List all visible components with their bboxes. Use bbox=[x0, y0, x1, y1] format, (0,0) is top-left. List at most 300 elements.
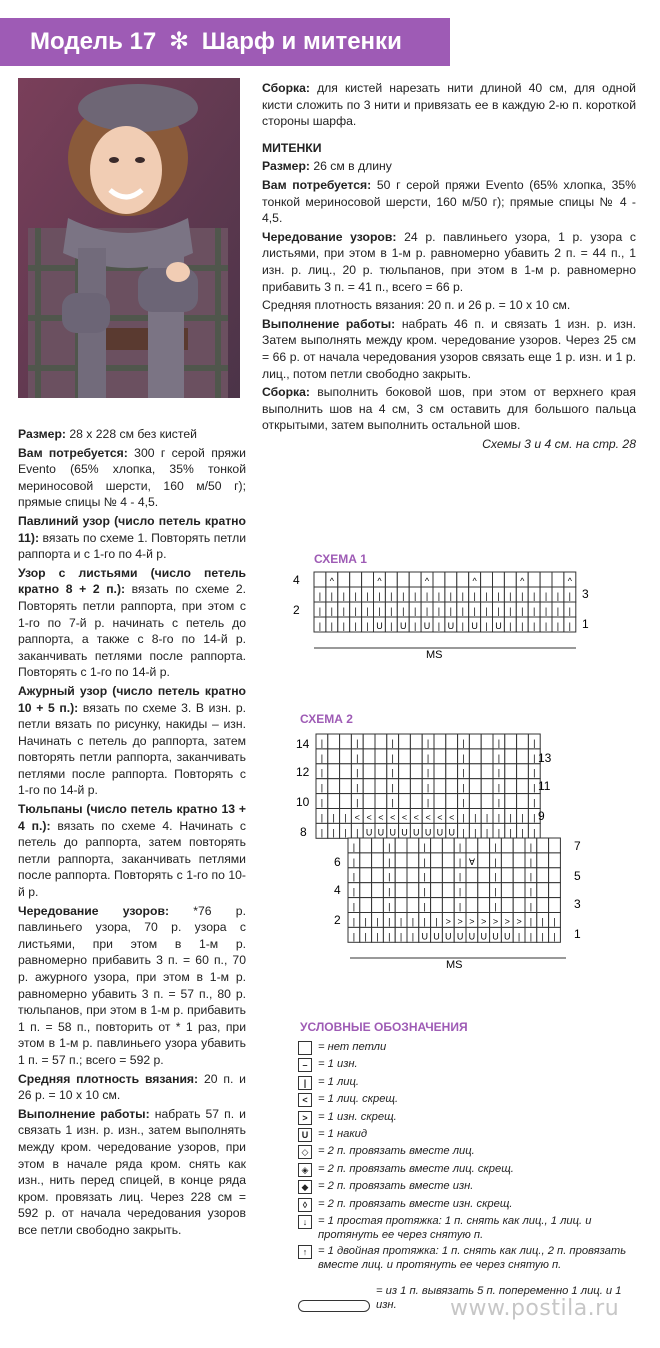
chart-cell bbox=[517, 734, 529, 749]
chart-cell-symbol: | bbox=[423, 841, 426, 852]
chart-cell bbox=[501, 883, 513, 898]
legend bbox=[298, 1040, 628, 1314]
chart-cell-symbol: | bbox=[413, 621, 417, 631]
schema2-row-6: 6 bbox=[334, 855, 341, 869]
chart-cell bbox=[446, 764, 458, 779]
chart-cell bbox=[328, 734, 340, 749]
chart-cell-symbol: | bbox=[529, 841, 533, 852]
chart-cell-symbol: | bbox=[388, 841, 391, 852]
chart-cell bbox=[442, 853, 454, 868]
chart-cell bbox=[407, 898, 419, 913]
chart-cell-symbol: | bbox=[320, 827, 324, 838]
chart-cell-symbol: > bbox=[504, 916, 510, 927]
chart-cell-symbol: | bbox=[388, 871, 391, 882]
chart-cell-symbol: | bbox=[458, 856, 462, 867]
chart-cell-symbol: ^ bbox=[424, 576, 430, 586]
chart-cell bbox=[466, 868, 478, 883]
chart-cell bbox=[431, 853, 443, 868]
chart-cell-symbol: | bbox=[320, 797, 324, 808]
chart-cell bbox=[407, 853, 419, 868]
schema1-row-2: 2 bbox=[293, 603, 300, 617]
chart-cell bbox=[350, 572, 362, 587]
chart-cell-symbol: | bbox=[364, 931, 367, 942]
chart-cell bbox=[445, 572, 457, 587]
chart-cell bbox=[505, 779, 517, 794]
chart-cell bbox=[446, 779, 458, 794]
chart-cell bbox=[372, 838, 384, 853]
chart-cell bbox=[372, 883, 384, 898]
chart-cell bbox=[552, 572, 564, 587]
chart-cell-symbol: | bbox=[388, 901, 391, 912]
legend-item: – = 1 изн. bbox=[298, 1057, 628, 1074]
chart-cell-symbol: | bbox=[320, 737, 324, 748]
chart-cell-symbol: | bbox=[494, 886, 497, 897]
chart-cell-symbol: U bbox=[445, 931, 452, 942]
chart-cell-symbol: | bbox=[462, 827, 465, 838]
chart-cell bbox=[314, 572, 326, 587]
legend-item: ↑ = 1 двойная протяжка: 1 п. снять как лиц., 2 п. провязать вместе лиц. и протянуть ее через снятую п. bbox=[298, 1244, 628, 1284]
chart-cell-symbol: < bbox=[366, 812, 372, 823]
chart-cell-symbol: | bbox=[352, 931, 356, 942]
chart-cell-symbol: | bbox=[391, 752, 394, 763]
chart-cell bbox=[340, 779, 352, 794]
chart-cell-symbol: | bbox=[320, 767, 324, 778]
chart-cell bbox=[395, 838, 407, 853]
chart-cell-symbol: | bbox=[354, 591, 357, 601]
chart-cell bbox=[407, 838, 419, 853]
chart-cell-symbol: | bbox=[461, 621, 464, 631]
chart-cell bbox=[457, 572, 469, 587]
chart-cell-symbol: < bbox=[437, 812, 443, 823]
chart-cell bbox=[399, 734, 411, 749]
chart-cell-symbol: | bbox=[544, 606, 548, 616]
chart-cell-symbol: | bbox=[556, 621, 560, 631]
chart-cell-symbol: | bbox=[458, 886, 462, 897]
chart-cell-symbol: | bbox=[376, 916, 379, 927]
chart-cell-symbol: U bbox=[400, 621, 407, 631]
chart-cell-symbol: | bbox=[462, 797, 465, 808]
schemes-reference: Схемы 3 и 4 см. на стр. 28 bbox=[482, 436, 636, 451]
chart-cell-symbol: > bbox=[516, 916, 522, 927]
chart-cell-symbol: | bbox=[529, 871, 533, 882]
schema2-title: СХЕМА 2 bbox=[300, 712, 353, 726]
chart-cell-symbol: | bbox=[485, 621, 488, 631]
chart-cell-symbol: | bbox=[437, 606, 441, 616]
chart-cell-symbol: | bbox=[318, 591, 322, 601]
chart-cell-symbol: ^ bbox=[520, 576, 525, 586]
chart-cell-symbol: | bbox=[556, 606, 560, 616]
chart-cell bbox=[375, 749, 387, 764]
chart-cell bbox=[399, 749, 411, 764]
chart-cell bbox=[481, 779, 493, 794]
text-paragraph: Вам потребуется: 300 г серой пряжи Evento (65% хлопка, 35% тонкой мериносовой шерсти, 160 м/50 г); прямые спицы № 4 - 4,5. bbox=[18, 445, 246, 510]
chart-cell-symbol: U bbox=[495, 621, 502, 631]
legend-item: | = 1 лиц. bbox=[298, 1075, 628, 1092]
chart-cell bbox=[372, 868, 384, 883]
chart-cell-symbol: | bbox=[411, 931, 415, 942]
chart-cell-symbol: | bbox=[320, 752, 324, 763]
chart-cell bbox=[360, 883, 372, 898]
chart-cell-symbol: | bbox=[426, 737, 430, 748]
legend-item: ◈ = 2 п. провязать вместе лиц. скрещ. bbox=[298, 1162, 628, 1179]
schema2-row-3: 3 bbox=[574, 897, 581, 911]
title-text: Шарф и митенки bbox=[201, 28, 402, 55]
chart-cell-symbol: | bbox=[458, 901, 462, 912]
schema2-row-5: 5 bbox=[574, 869, 581, 883]
text-paragraph: Узор с листьями (число петель кратно 8 + 2 п.): вязать по схеме 2. Повторять петли раппорта, при этом с 1-го по 7-й р. начинать с петель до раппорта, а также с 8-го по 14-й р. заканчивать петлями после раппорта. Повторять с 1-го по 14-й р. bbox=[18, 565, 246, 680]
chart-cell-symbol: | bbox=[399, 916, 403, 927]
chart-cell-symbol: U bbox=[504, 931, 511, 942]
chart-cell bbox=[395, 868, 407, 883]
p2tog-icon: ◆ bbox=[298, 1180, 312, 1194]
chart-cell-symbol: | bbox=[425, 606, 429, 616]
left-text-column bbox=[18, 426, 246, 1241]
chart-cell-symbol: U bbox=[448, 827, 455, 838]
chart-cell-symbol: U bbox=[401, 827, 408, 838]
chart-cell-symbol: | bbox=[532, 591, 536, 601]
chart-cell-symbol: | bbox=[553, 916, 556, 927]
chart-cell-symbol: | bbox=[529, 886, 533, 897]
chart-cell-symbol: | bbox=[462, 752, 465, 763]
chart-cell-symbol: U bbox=[423, 621, 431, 631]
chart-cell bbox=[481, 749, 493, 764]
chart-cell-symbol: | bbox=[356, 737, 359, 748]
schema1-row-1: 1 bbox=[582, 617, 589, 631]
chart-cell bbox=[363, 779, 375, 794]
chart-cell-symbol: | bbox=[426, 752, 430, 763]
title-banner bbox=[0, 18, 450, 66]
chart-cell bbox=[434, 779, 446, 794]
chart-cell bbox=[363, 734, 375, 749]
chart-cell bbox=[360, 898, 372, 913]
chart-cell-symbol: U bbox=[413, 827, 420, 838]
chart-cell-symbol: | bbox=[458, 871, 462, 882]
chart-cell bbox=[360, 853, 372, 868]
chart-cell-symbol: | bbox=[320, 782, 324, 793]
model-label: Модель 17 bbox=[30, 28, 157, 55]
chart-cell-symbol: | bbox=[413, 606, 417, 616]
chart-cell-symbol: U bbox=[389, 827, 396, 838]
chart-cell-symbol: | bbox=[352, 886, 356, 897]
text-paragraph: Размер: 28 х 228 см без кистей bbox=[18, 427, 197, 441]
schema2-row-7: 7 bbox=[574, 839, 581, 853]
chart-cell bbox=[513, 868, 525, 883]
chart-cell bbox=[362, 572, 374, 587]
chart-cell-symbol: | bbox=[449, 606, 453, 616]
chart-cell-symbol: < bbox=[425, 812, 431, 823]
schema1-grid bbox=[290, 568, 610, 668]
chart-cell-symbol: | bbox=[568, 591, 572, 601]
chart-cell bbox=[549, 838, 561, 853]
schema2-row-14: 14 bbox=[296, 737, 310, 751]
chart-cell-symbol: | bbox=[330, 621, 334, 631]
chart-cell-symbol: | bbox=[388, 886, 391, 897]
chart-cell-symbol: | bbox=[533, 737, 536, 748]
chart-cell-symbol: | bbox=[318, 621, 322, 631]
chart-cell-symbol: > bbox=[457, 916, 463, 927]
chart-cell bbox=[549, 883, 561, 898]
chart-cell-symbol: | bbox=[462, 782, 465, 793]
chart-cell bbox=[481, 764, 493, 779]
chart-cell bbox=[410, 764, 422, 779]
chart-cell-symbol: | bbox=[497, 591, 500, 601]
chart-cell bbox=[481, 734, 493, 749]
chart-cell-symbol: | bbox=[391, 737, 394, 748]
chart-cell bbox=[513, 838, 525, 853]
chart-cell-symbol: U bbox=[480, 931, 487, 942]
chart-cell bbox=[478, 868, 490, 883]
no-stitch-icon bbox=[298, 1041, 312, 1055]
chart-cell bbox=[340, 734, 352, 749]
chart-cell-symbol: | bbox=[390, 591, 393, 601]
chart-cell bbox=[328, 779, 340, 794]
chart-cell bbox=[434, 734, 446, 749]
chart-cell-symbol: | bbox=[485, 606, 488, 616]
chart-cell-symbol: | bbox=[541, 916, 544, 927]
chart-cell-symbol: | bbox=[352, 871, 356, 882]
chart-cell-symbol: | bbox=[426, 767, 430, 778]
legend-item: ↓ = 1 простая протяжка: 1 п. снять как лиц., 1 лиц. и протянуть ее через снятую п. bbox=[298, 1214, 628, 1244]
chart-cell-symbol: | bbox=[352, 901, 356, 912]
chart-cell bbox=[360, 838, 372, 853]
chart-cell bbox=[399, 794, 411, 809]
chart-cell-symbol: | bbox=[509, 827, 512, 838]
chart-cell-symbol: | bbox=[364, 916, 367, 927]
chart-cell-symbol: ^ bbox=[329, 576, 334, 586]
chart-cell-symbol: | bbox=[517, 931, 521, 942]
chart-cell bbox=[469, 734, 481, 749]
woman-scarf-illustration bbox=[18, 78, 240, 398]
chart-cell-symbol: | bbox=[544, 621, 548, 631]
chart-cell-symbol: | bbox=[320, 812, 324, 823]
chart-cell bbox=[442, 868, 454, 883]
chart-cell-symbol: | bbox=[521, 591, 524, 601]
chart-cell bbox=[395, 883, 407, 898]
chart-cell bbox=[549, 868, 561, 883]
legend-item: < = 1 лиц. скрещ. bbox=[298, 1092, 628, 1109]
chart-cell-symbol: < bbox=[354, 812, 360, 823]
chart-cell-symbol: | bbox=[497, 782, 501, 793]
chart-cell-symbol: | bbox=[474, 812, 477, 823]
legend-item: ◇ = 2 п. провязать вместе лиц. bbox=[298, 1144, 628, 1161]
chart-cell-symbol: ∀ bbox=[468, 856, 475, 867]
chart-cell-symbol: | bbox=[509, 591, 512, 601]
chart-cell-symbol: U bbox=[468, 931, 476, 942]
chart-cell-symbol: | bbox=[437, 621, 441, 631]
chart-cell-symbol: | bbox=[462, 767, 465, 778]
chart-cell-symbol: U bbox=[424, 827, 432, 838]
schema1-row-3: 3 bbox=[582, 587, 589, 601]
chart-cell bbox=[375, 734, 387, 749]
schema2-row-4: 4 bbox=[334, 883, 341, 897]
chart-cell bbox=[517, 779, 529, 794]
page-title bbox=[30, 18, 402, 66]
chart-cell-symbol: | bbox=[391, 797, 394, 808]
chart-cell-symbol: | bbox=[485, 812, 489, 823]
chart-cell bbox=[399, 779, 411, 794]
chart-cell bbox=[446, 734, 458, 749]
chart-cell-symbol: U bbox=[456, 931, 464, 942]
chart-cell bbox=[360, 868, 372, 883]
chart-cell-symbol: | bbox=[423, 916, 426, 927]
chart-cell-symbol: U bbox=[447, 621, 455, 631]
chart-cell-symbol: < bbox=[378, 812, 384, 823]
chart-cell bbox=[505, 734, 517, 749]
schema2-ms-label: MS bbox=[446, 959, 463, 971]
chart-cell-symbol: | bbox=[485, 591, 488, 601]
chart-cell-symbol: | bbox=[497, 827, 501, 838]
chart-cell bbox=[395, 898, 407, 913]
schema2-grid bbox=[290, 728, 610, 974]
chart-cell-symbol: | bbox=[423, 856, 426, 867]
chart-cell bbox=[501, 868, 513, 883]
knit-icon: | bbox=[298, 1076, 312, 1090]
legend-item: U = 1 накид bbox=[298, 1127, 628, 1144]
chart-cell bbox=[338, 572, 350, 587]
chart-cell-symbol: < bbox=[390, 812, 396, 823]
chart-cell bbox=[410, 779, 422, 794]
star-icon: ✻ bbox=[168, 28, 190, 55]
chart-cell bbox=[375, 794, 387, 809]
text-paragraph: Сборка: для кистей нарезать нити длиной 40 см, для одной кисти сложить по 3 нити и привязать ее в каждую 2-ю п. короткой стороны шарфа. bbox=[262, 81, 636, 129]
chart-cell-symbol: | bbox=[342, 606, 345, 616]
chart-cell-symbol: | bbox=[494, 901, 497, 912]
chart-cell-symbol: | bbox=[529, 901, 533, 912]
chart-cell-symbol: | bbox=[423, 886, 426, 897]
chart-cell-symbol: | bbox=[330, 606, 334, 616]
chart-cell bbox=[505, 749, 517, 764]
text-paragraph: Средняя плотность вязания: 20 п. и 26 р. = 10 х 10 см. bbox=[18, 1071, 246, 1103]
chart-cell-symbol: | bbox=[462, 737, 465, 748]
chart-cell bbox=[409, 572, 421, 587]
chart-cell bbox=[363, 794, 375, 809]
model-photo bbox=[18, 78, 240, 398]
chart-cell bbox=[469, 749, 481, 764]
chart-cell bbox=[466, 883, 478, 898]
schema1-title: СХЕМА 1 bbox=[314, 552, 367, 566]
chart-cell-symbol: | bbox=[533, 797, 536, 808]
legend-item: = нет петли bbox=[298, 1040, 628, 1057]
chart-cell-symbol: U bbox=[377, 827, 385, 838]
chart-cell-symbol: | bbox=[435, 916, 438, 927]
chart-cell bbox=[385, 572, 397, 587]
chart-cell-symbol: | bbox=[332, 827, 335, 838]
chart-cell-symbol: | bbox=[521, 606, 524, 616]
chart-cell bbox=[537, 838, 549, 853]
chart-cell bbox=[410, 794, 422, 809]
schema2-row-8: 8 bbox=[300, 825, 307, 839]
chart-cell bbox=[434, 794, 446, 809]
chart-cell bbox=[501, 838, 513, 853]
chart-cell-symbol: U bbox=[436, 827, 444, 838]
chart-cell-symbol: | bbox=[497, 797, 501, 808]
text-paragraph: Павлиний узор (число петель кратно 11): вязать по схеме 1. Повторять петли раппорта и с 1-го по 4-й р. bbox=[18, 513, 246, 562]
chart-cell bbox=[442, 898, 454, 913]
chart-cell-symbol: | bbox=[568, 606, 572, 616]
chart-cell-symbol: | bbox=[541, 931, 544, 942]
chart-cell-symbol: | bbox=[532, 621, 536, 631]
chart-cell-symbol: | bbox=[497, 752, 501, 763]
schema1-row-4: 4 bbox=[293, 573, 300, 587]
schema2-row-1: 1 bbox=[574, 927, 581, 941]
chart-cell bbox=[513, 883, 525, 898]
chart-cell-symbol: | bbox=[462, 812, 465, 823]
chart-cell bbox=[469, 764, 481, 779]
chart-cell bbox=[395, 853, 407, 868]
text-paragraph: Средняя плотность вязания: 20 п. и 26 р. = 10 х 10 см. bbox=[262, 298, 571, 313]
chart-cell-symbol: | bbox=[461, 591, 464, 601]
chart-cell bbox=[517, 764, 529, 779]
chart-cell-symbol: | bbox=[509, 621, 512, 631]
chart-cell-symbol: | bbox=[413, 591, 417, 601]
chart-cell bbox=[481, 572, 493, 587]
chart-cell bbox=[407, 868, 419, 883]
legend-item: ◊ = 2 п. провязать вместе изн. скрещ. bbox=[298, 1197, 628, 1214]
chart-cell-symbol: U bbox=[471, 621, 478, 631]
chart-cell-symbol: > bbox=[445, 916, 451, 927]
double-decrease-icon: ↑ bbox=[298, 1245, 312, 1259]
chart-cell bbox=[340, 794, 352, 809]
chart-cell-symbol: | bbox=[391, 782, 394, 793]
chart-cell-symbol: | bbox=[474, 827, 477, 838]
purl-icon: – bbox=[298, 1058, 312, 1072]
chart-cell bbox=[372, 853, 384, 868]
chart-cell bbox=[478, 898, 490, 913]
chart-cell-symbol: ^ bbox=[377, 576, 382, 586]
chart-cell bbox=[433, 572, 445, 587]
chart-cell-symbol: | bbox=[497, 812, 501, 823]
chart-cell bbox=[466, 898, 478, 913]
chart-cell-symbol: | bbox=[521, 621, 524, 631]
chart-cell bbox=[431, 868, 443, 883]
chart-cell bbox=[501, 853, 513, 868]
chart-cell-symbol: | bbox=[342, 621, 345, 631]
chart-cell-symbol: | bbox=[356, 827, 359, 838]
schema2-row-13: 13 bbox=[538, 751, 552, 765]
chart-cell bbox=[478, 883, 490, 898]
k2tog-icon: ◇ bbox=[298, 1145, 312, 1159]
schema2-row-2: 2 bbox=[334, 913, 341, 927]
chart-cell-symbol: | bbox=[426, 797, 430, 808]
chart-cell-symbol: | bbox=[461, 606, 464, 616]
chart-cell-symbol: > bbox=[481, 916, 487, 927]
chart-cell-symbol: | bbox=[494, 856, 497, 867]
chart-cell bbox=[410, 749, 422, 764]
chart-cell-symbol: | bbox=[402, 606, 405, 616]
chart-cell-symbol: | bbox=[411, 916, 415, 927]
chart-cell-symbol: U bbox=[433, 931, 440, 942]
chart-cell-symbol: | bbox=[533, 827, 536, 838]
schema2-row-11: 11 bbox=[538, 779, 551, 793]
chart-cell-symbol: | bbox=[390, 606, 393, 616]
chart-cell-symbol: | bbox=[521, 812, 524, 823]
chart-cell bbox=[549, 853, 561, 868]
chart-cell-symbol: | bbox=[556, 591, 560, 601]
chart-cell bbox=[517, 794, 529, 809]
chart-cell-symbol: > bbox=[469, 916, 475, 927]
text-paragraph: Чередование узоров: 24 р. павлиньего узора, 1 р. узора с листьями, при этом в 1-м р. равномерно убавить 2 п. = 44 п., 1 изн. р. лиц., 20 р. тюльпанов, при этом в 1-м р. равномерно прибавить 3 п. = 41 п., всего = 66 р. bbox=[262, 229, 636, 294]
chart-cell bbox=[478, 853, 490, 868]
five-from-one-icon bbox=[298, 1300, 370, 1312]
chart-cell-symbol: | bbox=[529, 931, 533, 942]
chart-cell-symbol: | bbox=[509, 812, 512, 823]
chart-cell bbox=[537, 853, 549, 868]
text-paragraph: Сборка: выполнить боковой шов, при этом от верхнего края выполнить шов на 4 см, 3 см оставить для большого пальца открытыми, затем выполнить остальной шов. bbox=[262, 385, 636, 433]
chart-cell-symbol: ^ bbox=[567, 576, 572, 586]
chart-cell-symbol: | bbox=[366, 621, 369, 631]
chart-cell-symbol: | bbox=[533, 812, 536, 823]
chart-cell bbox=[328, 764, 340, 779]
